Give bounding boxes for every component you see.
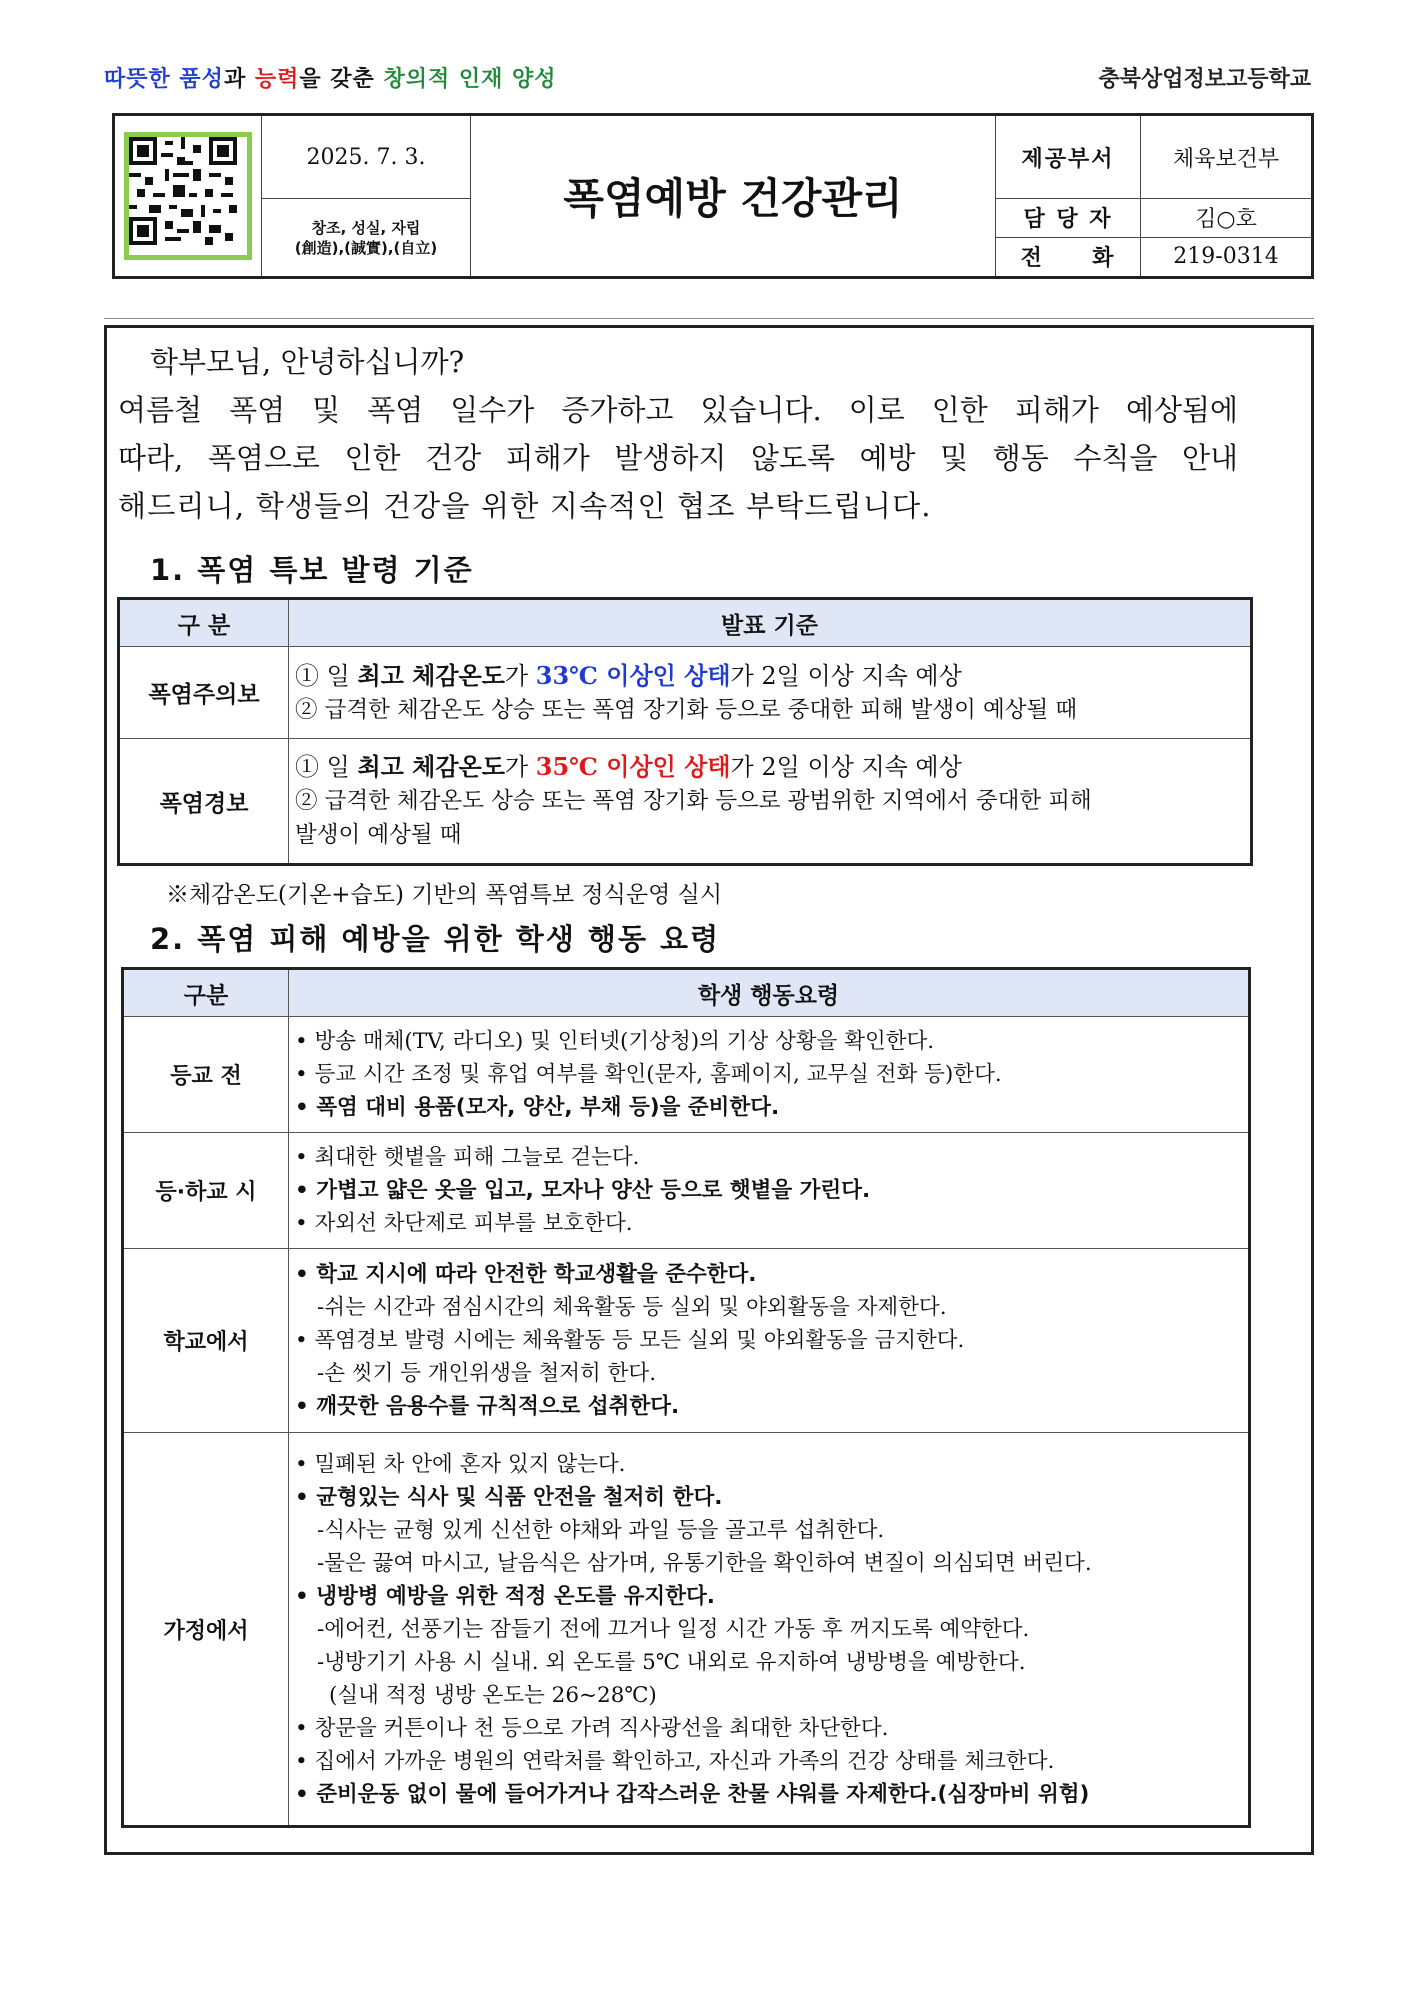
greeting: 학부모님, 안녕하십니까? (150, 345, 465, 379)
list-item: • 가볍고 얇은 옷을 입고, 모자나 양산 등으로 햇볕을 가린다. (295, 1178, 871, 1203)
row-category: 가정에서 (123, 1433, 289, 1827)
list-item: -식사는 균형 있게 신선한 야채와 과일 등을 골고루 섭취한다. (317, 1517, 885, 1543)
list-item: • 자외선 차단제로 피부를 보호한다. (295, 1211, 633, 1236)
list-item: -물은 끓여 마시고, 날음식은 삼가며, 유통기한을 확인하여 변질이 의심되면 버린다. (317, 1550, 1092, 1576)
list-item: • 창문을 커튼이나 천 등으로 가려 직사광선을 최대한 차단한다. (295, 1715, 889, 1741)
intro-paragraph (118, 338, 1238, 530)
list-item: • 최대한 햇볕을 피해 그늘로 걷는다. (295, 1145, 640, 1170)
col-header: 구분 (123, 969, 289, 1017)
list-item: • 집에서 가까운 병원의 연락처를 확인하고, 자신과 가족의 건강 상태를 체크한다. (295, 1748, 1055, 1774)
intro-line: 해드리니, 학생들의 건강을 위한 지속적인 협조 부탁드립니다. (118, 489, 932, 523)
list-item: -손 씻기 등 개인위생을 철저히 한다. (317, 1361, 657, 1386)
phone-value: 219-0314 (1141, 237, 1313, 277)
phone-label: 전 화 (996, 237, 1141, 277)
criteria-cell: ① 일 최고 체감온도가 33℃ 이상인 상태가 2일 이상 지속 예상 ② 급격한 체감온도 상승 또는 폭염 장기화 등으로 중대한 피해 발생이 예상될 때 (289, 647, 1252, 739)
criteria-cell: ① 일 최고 체감온도가 35℃ 이상인 상태가 2일 이상 지속 예상 ② 급격한 체감온도 상승 또는 폭염 장기화 등으로 광범위한 지역에서 중대한 피해 발생이 예상될 때 (289, 739, 1252, 865)
list-item: • 밀폐된 차 안에 혼자 있지 않는다. (295, 1451, 626, 1477)
school-slogan: 따뜻한 품성과 능력을 갖춘 창의적 인재 양성 (104, 67, 557, 92)
school-motto (262, 199, 471, 278)
col-header: 학생 행동요령 (289, 969, 1250, 1017)
guideline-list (289, 1017, 1250, 1133)
qr-code-cell (114, 115, 262, 278)
qr-code[interactable] (124, 132, 252, 260)
dept-label: 제공부서 (996, 115, 1141, 199)
heat-alert-criteria-table (117, 597, 1253, 866)
list-item: • 방송 매체(TV, 라디오) 및 인터넷(기상청)의 기상 상황을 확인한다. (295, 1029, 935, 1054)
page-title: 폭염예방 건강관리 (471, 115, 996, 278)
row-category: 폭염주의보 (119, 647, 289, 739)
list-item: • 폭염경보 발령 시에는 체육활동 등 모든 실외 및 야외활동을 금지한다. (295, 1328, 965, 1353)
row-category: 등교 전 (123, 1017, 289, 1133)
list-item: • 준비운동 없이 물에 들어가거나 갑작스러운 찬물 샤워를 자제한다.(심장마비 위험) (295, 1781, 1090, 1807)
list-item: -쉬는 시간과 점심시간의 체육활동 등 실외 및 야외활동을 자제한다. (317, 1295, 947, 1320)
list-item: -에어컨, 선풍기는 잠들기 전에 끄거나 일정 시간 가동 후 꺼지도록 예약한다. (317, 1616, 1030, 1642)
motto-korean: 창조, 성실, 자립 (311, 218, 421, 237)
motto-hanja: (創造),(誠實),(自立) (294, 238, 438, 257)
guideline-list (289, 1433, 1250, 1827)
criteria-note: ※체감온도(기온+습도) 기반의 폭염특보 정식운영 실시 (166, 882, 723, 908)
guideline-list (289, 1133, 1250, 1249)
intro-line: 여름철 폭염 및 폭염 일수가 증가하고 있습니다. 이로 인한 피해가 예상됨에 (118, 393, 1238, 427)
list-item: • 균형있는 식사 및 식품 안전을 철저히 한다. (295, 1484, 723, 1510)
col-header: 구 분 (119, 599, 289, 647)
row-category: 폭염경보 (119, 739, 289, 865)
guideline-list (289, 1249, 1250, 1433)
divider (104, 318, 1314, 319)
list-item: • 학교 지시에 따라 안전한 학교생활을 준수한다. (295, 1262, 757, 1287)
section1-heading: 1. 폭염 특보 발령 기준 (150, 553, 474, 587)
col-header: 발표 기준 (289, 599, 1252, 647)
row-category: 등·하교 시 (123, 1133, 289, 1249)
list-item: • 등교 시간 조정 및 휴업 여부를 확인(문자, 홈페이지, 교무실 전화 등)한다. (295, 1062, 1002, 1087)
letter-header (112, 113, 1314, 279)
school-name: 충북상업정보고등학교 (1098, 67, 1311, 92)
list-item: • 깨끗한 음용수를 규칙적으로 섭취한다. (295, 1394, 680, 1419)
list-item: (실내 적정 냉방 온도는 26~28℃) (329, 1682, 657, 1708)
list-item: • 폭염 대비 용품(모자, 양산, 부채 등)을 준비한다. (295, 1095, 780, 1120)
intro-line: 따라, 폭염으로 인한 건강 피해가 발생하지 않도록 예방 및 행동 수칙을 안내 (118, 441, 1238, 475)
list-item: -냉방기기 사용 시 실내. 외 온도를 5℃ 내외로 유지하여 냉방병을 예방한다. (317, 1649, 1026, 1675)
section2-heading: 2. 폭염 피해 예방을 위한 학생 행동 요령 (150, 922, 721, 956)
dept-value: 체육보건부 (1141, 115, 1313, 199)
list-item: • 냉방병 예방을 위한 적정 온도를 유지한다. (295, 1583, 715, 1609)
row-category: 학교에서 (123, 1249, 289, 1433)
person-value: 김○호 (1141, 199, 1313, 238)
person-label: 담 당 자 (996, 199, 1141, 238)
student-guideline-table (121, 967, 1251, 1828)
issue-date: 2025. 7. 3. (262, 115, 471, 199)
